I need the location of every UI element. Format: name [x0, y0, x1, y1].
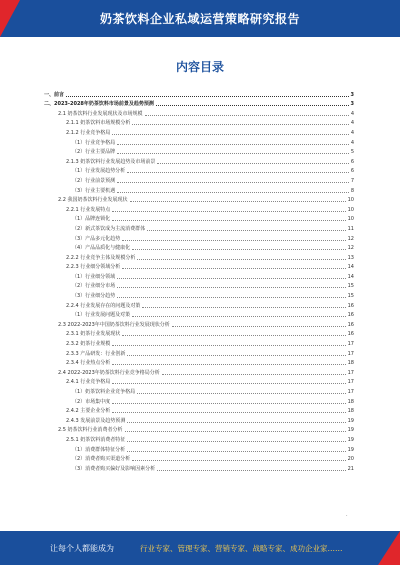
toc-entry-title: 2.1.1 奶茶饮料市场规模分析 [66, 120, 131, 127]
toc-dot-leader [130, 201, 346, 202]
toc-entry-page: 15 [347, 293, 354, 300]
toc-entry-page: 5 [350, 149, 354, 156]
toc-entry-page: 7 [350, 177, 354, 184]
toc-dot-leader [122, 268, 345, 269]
toc-entry-title: 2.3.3 产品研发：行业创新 [66, 350, 126, 357]
toc-entry-page: 14 [347, 273, 354, 280]
toc-entry[interactable] [44, 107, 354, 117]
toc-dot-leader [127, 441, 345, 442]
toc-entry-page: 8 [350, 187, 354, 194]
toc-entry[interactable] [44, 165, 354, 175]
toc-entry[interactable] [44, 395, 354, 405]
toc-entry[interactable] [44, 88, 354, 98]
toc-entry-page: 18 [347, 408, 354, 415]
toc-entry-title: 2.4.3 发展前景及趋势预测 [66, 417, 126, 424]
toc-entry-page: 16 [347, 302, 354, 309]
toc-entry[interactable] [44, 462, 354, 472]
header-bar [0, 0, 400, 37]
toc-entry[interactable] [44, 136, 354, 146]
toc-entry-page: 21 [347, 465, 354, 472]
toc-dot-leader [142, 307, 345, 308]
toc-dot-leader [112, 412, 345, 413]
toc-dot-leader [112, 403, 345, 404]
toc-entry-title: 2.2.1 行业发展特点 [66, 206, 111, 213]
toc-entry-title: 2.5.1 奶茶饮料消费者特征 [66, 436, 126, 443]
table-of-contents [44, 88, 354, 472]
toc-dot-leader [112, 345, 345, 346]
toc-dot-leader [112, 364, 345, 365]
toc-dot-leader [112, 211, 345, 212]
toc-entry-title: （1）行业发展问题及对策 [72, 312, 131, 319]
report-title: 奶茶饮料企业私域运营策略研究报告 [99, 12, 300, 26]
toc-entry-page: 14 [347, 264, 354, 271]
toc-entry-title: 2.2.2 行业竞争主体及规模分析 [66, 254, 136, 261]
toc-entry-page: 19 [347, 436, 354, 443]
toc-dot-leader [132, 249, 345, 250]
toc-dot-leader [132, 316, 345, 317]
toc-dot-leader [112, 383, 345, 384]
toc-entry-title: 2.2 我国奶茶饮料行业发展现状 [58, 197, 128, 204]
toc-entry[interactable] [44, 174, 354, 184]
toc-entry[interactable] [44, 357, 354, 367]
toc-entry-title: （1）行业细分领域 [72, 273, 116, 280]
toc-entry[interactable] [44, 203, 354, 213]
toc-entry-page: 19 [347, 427, 354, 434]
toc-entry-title: （3）行业主要机遇 [72, 187, 116, 194]
toc-entry-page: 4 [350, 120, 354, 127]
toc-entry[interactable] [44, 155, 354, 165]
toc-entry[interactable] [44, 232, 354, 242]
toc-entry[interactable] [44, 328, 354, 338]
toc-entry[interactable] [44, 280, 354, 290]
toc-entry[interactable] [44, 424, 354, 434]
toc-dot-leader [122, 335, 345, 336]
toc-entry[interactable] [44, 453, 354, 463]
toc-entry-page: 4 [350, 139, 354, 146]
toc-entry[interactable] [44, 366, 354, 376]
toc-entry-title: 2.2.4 行业发展存在的问题及对策 [66, 302, 141, 309]
toc-entry-title: 2.3.4 行业热点分析 [66, 360, 111, 367]
toc-entry-title: （2）消费者购买渠道分析 [72, 456, 131, 463]
toc-dot-leader [137, 259, 345, 260]
toc-entry-title: 2.1.2 行业竞争格局 [66, 129, 111, 136]
toc-dot-leader [112, 220, 345, 221]
page-marker: · [346, 513, 348, 519]
toc-entry[interactable] [44, 414, 354, 424]
toc-entry-page: 17 [347, 389, 354, 395]
toc-dot-leader [156, 105, 349, 106]
toc-entry-page: 16 [347, 312, 354, 319]
toc-entry-page: 12 [347, 235, 354, 242]
toc-entry-title: （2）行业主要品牌 [72, 149, 116, 156]
toc-entry[interactable] [44, 309, 354, 319]
toc-entry-page: 4 [350, 129, 354, 136]
toc-entry[interactable] [44, 117, 354, 127]
toc-entry-title: （2）行业前景预测 [72, 177, 116, 184]
toc-entry[interactable] [44, 126, 354, 136]
toc-dot-leader [117, 287, 345, 288]
toc-entry-title: （3）产品多元化趋势 [72, 235, 121, 242]
toc-dot-leader [117, 278, 345, 279]
toc-entry-page: 13 [347, 254, 354, 261]
toc-entry[interactable] [44, 222, 354, 232]
toc-dot-leader [132, 124, 348, 125]
toc-entry-page: 12 [347, 245, 354, 252]
toc-dot-leader [127, 422, 345, 423]
toc-entry[interactable] [44, 98, 354, 108]
toc-entry[interactable] [44, 433, 354, 443]
toc-entry-title: （1）消费群体特征分析 [72, 446, 126, 453]
toc-entry-page: 6 [350, 158, 354, 165]
toc-entry[interactable] [44, 289, 354, 299]
toc-entry-title: 2.5 奶茶饮料行业消费者分析 [58, 427, 123, 434]
toc-entry-page: 17 [347, 350, 354, 357]
toc-entry[interactable] [44, 184, 354, 194]
toc-entry[interactable] [44, 376, 354, 386]
toc-dot-leader [117, 297, 345, 298]
toc-entry-page: 19 [347, 417, 354, 424]
toc-entry[interactable] [44, 213, 354, 223]
toc-dot-leader [125, 431, 346, 432]
toc-entry-page: 3 [350, 101, 354, 108]
toc-dot-leader [147, 230, 345, 231]
toc-entry-page: 16 [347, 321, 354, 328]
toc-entry-title: 2.3 2022-2023年中国奶茶饮料行业发展现状分析 [58, 321, 170, 328]
toc-entry-title: （3）行业细分趋势 [72, 293, 116, 300]
toc-dot-leader [66, 96, 349, 97]
toc-entry-page: 20 [347, 456, 354, 463]
toc-entry-title: 2.3.2 奶茶行业规模 [66, 341, 111, 348]
footer-slogan: 让每个人都能成为 [50, 544, 114, 553]
toc-title: 内容目录 [175, 60, 224, 74]
toc-dot-leader [157, 163, 348, 164]
toc-dot-leader [172, 326, 346, 327]
toc-entry-title: （2）市场集中度 [72, 398, 111, 405]
toc-dot-leader [117, 182, 349, 183]
toc-dot-leader [127, 451, 345, 452]
toc-entry-title: （1）奶茶饮料企业竞争格局 [72, 389, 136, 395]
toc-entry-title: 一、前言 [44, 91, 65, 98]
toc-entry-page: 15 [347, 283, 354, 290]
toc-entry[interactable] [44, 270, 354, 280]
toc-entry-page: 10 [347, 197, 354, 204]
toc-entry-title: 2.4.1 行业竞争格局 [66, 379, 111, 386]
toc-dot-leader [122, 240, 345, 241]
footer-tagline: 行业专家、管理专家、营销专家、战略专家、成功企业家…… [140, 544, 343, 553]
footer-accent-triangle [378, 531, 400, 565]
toc-entry-title: 二、2023-2028年奶茶饮料市场前景及趋势预测 [44, 101, 154, 108]
toc-entry-title: 2.1 奶茶饮料行业发展现状及市场规模 [58, 110, 143, 117]
toc-entry-title: 2.3.1 奶茶行业发展现状 [66, 331, 121, 338]
toc-dot-leader [127, 172, 349, 173]
toc-entry[interactable] [44, 385, 354, 395]
toc-entry[interactable] [44, 405, 354, 415]
toc-entry-title: 2.1.3 奶茶饮料行业发展趋势及市场前景 [66, 158, 156, 165]
toc-entry-title: （4）产品品质化与健康化 [72, 245, 131, 252]
toc-entry[interactable] [44, 242, 354, 252]
toc-entry-page: 16 [347, 331, 354, 338]
toc-entry-page: 11 [347, 225, 354, 232]
toc-entry[interactable] [44, 261, 354, 271]
toc-entry-title: 2.2.3 行业细分领域分析 [66, 264, 121, 271]
toc-entry-page: 17 [347, 379, 354, 386]
toc-dot-leader [112, 134, 349, 135]
toc-entry-page: 6 [350, 168, 354, 175]
footer-bar [0, 531, 400, 565]
toc-entry[interactable] [44, 443, 354, 453]
toc-entry[interactable] [44, 146, 354, 156]
toc-entry[interactable] [44, 318, 354, 328]
toc-dot-leader [117, 144, 349, 145]
toc-dot-leader [162, 374, 346, 375]
toc-entry[interactable] [44, 337, 354, 347]
toc-entry-page: 17 [347, 369, 354, 376]
toc-entry-page: 10 [347, 206, 354, 213]
toc-dot-leader [145, 115, 349, 116]
toc-entry-title: （3）消费者购买偏好及影响因素分析 [72, 465, 156, 472]
toc-dot-leader [137, 393, 345, 394]
toc-dot-leader [127, 355, 345, 356]
toc-entry[interactable] [44, 194, 354, 204]
toc-dot-leader [132, 460, 345, 461]
toc-entry-page: 3 [350, 91, 354, 98]
toc-entry[interactable] [44, 299, 354, 309]
toc-entry-title: （1）行业发展趋势分析 [72, 168, 126, 175]
toc-entry-page: 19 [347, 446, 354, 453]
toc-entry-page: 17 [347, 341, 354, 348]
toc-dot-leader [117, 153, 349, 154]
toc-entry-page: 10 [347, 216, 354, 223]
toc-entry-title: （2）行业细分市场 [72, 283, 116, 290]
toc-entry-title: （2）新式茶饮成为主流消费群体 [72, 225, 146, 232]
toc-dot-leader [157, 470, 345, 471]
toc-entry[interactable] [44, 347, 354, 357]
toc-dot-leader [117, 192, 349, 193]
toc-entry-page: 4 [350, 110, 354, 117]
toc-entry-title: （1）行业竞争格局 [72, 139, 116, 146]
toc-entry-page: 18 [347, 398, 354, 405]
toc-entry-title: （1）品牌连锁化 [72, 216, 111, 223]
toc-entry[interactable] [44, 251, 354, 261]
toc-entry-title: 2.4 2022-2023年奶茶饮料行业竞争格局分析 [58, 369, 160, 376]
toc-entry-page: 18 [347, 360, 354, 367]
toc-entry-title: 2.4.2 主要企业分析 [66, 408, 111, 415]
